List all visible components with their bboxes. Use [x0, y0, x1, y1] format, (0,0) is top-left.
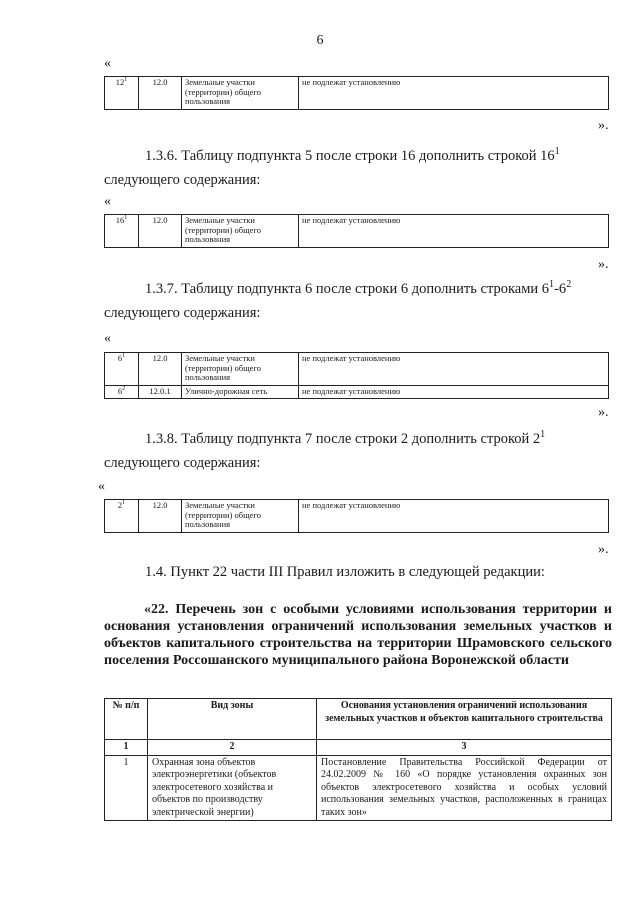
header-zone-type: Вид зоны — [148, 699, 317, 740]
item-1-4-text: 1.4. Пункт 22 части III Правил изложить в следующей редакции: — [145, 564, 545, 580]
row-value: не подлежат установлению — [299, 353, 609, 386]
item-1-3-7-text: 1.3.7. Таблицу подпункта 6 после строки 6 дополнить строками $6^1-6^2$ — [145, 279, 572, 297]
close-quote: ». — [598, 257, 609, 272]
row-value: не подлежат установлению — [299, 500, 609, 533]
table-row — [105, 353, 609, 386]
item-1-3-8-text: 1.3.8. Таблицу подпункта 7 после строки 2 дополнить строкой $2^1$ — [145, 429, 546, 447]
row-code: 12.0.1 — [139, 386, 182, 399]
row-number: $6^2$ — [105, 386, 139, 399]
amendment-table-4 — [104, 499, 609, 533]
item-1-3-8-continuation: следующего содержания: — [104, 455, 261, 471]
amendment-table-3 — [104, 352, 609, 399]
open-quote: « — [104, 56, 111, 71]
row-number: $12^1$ — [105, 77, 139, 110]
row-code: 12.0 — [139, 215, 182, 248]
row-code: 12.0 — [139, 500, 182, 533]
zones-table — [104, 698, 612, 821]
row-value: не подлежат установлению — [299, 77, 609, 110]
column-number-row — [105, 740, 612, 756]
column-number: 2 — [148, 740, 317, 756]
row-number: $2^1$ — [105, 500, 139, 533]
header-basis: Основания установления ограничений использования земельных участков и объектов капитального строительства — [317, 699, 612, 740]
header-number: № п/п — [105, 699, 148, 740]
open-quote: « — [104, 331, 111, 346]
table-row — [105, 77, 609, 110]
close-quote: ». — [598, 118, 609, 133]
page-number: 6 — [316, 33, 324, 48]
row-number: $16^1$ — [105, 215, 139, 248]
row-name: Земельные участки (территории) общего пользования — [182, 215, 299, 248]
item-1-3-6-text: 1.3.6. Таблицу подпункта 5 после строки 16 дополнить строкой $16^1$ — [145, 146, 560, 164]
row-value: не подлежат установлению — [299, 386, 609, 399]
table-row — [105, 755, 612, 821]
row-value: не подлежат установлению — [299, 215, 609, 248]
row-number: 1 — [105, 755, 148, 821]
header-row — [105, 699, 612, 740]
row-name: Земельные участки (территории) общего пользования — [182, 77, 299, 110]
row-name: Земельные участки (территории) общего пользования — [182, 353, 299, 386]
row-number: $6^1$ — [105, 353, 139, 386]
open-quote: « — [98, 479, 105, 494]
column-number: 1 — [105, 740, 148, 756]
item-1-3-7-continuation: следующего содержания: — [104, 305, 261, 321]
amendment-table-1 — [104, 76, 609, 110]
column-number: 3 — [317, 740, 612, 756]
close-quote: ». — [598, 542, 609, 557]
row-code: 12.0 — [139, 353, 182, 386]
open-quote: « — [104, 194, 111, 209]
row-name: Земельные участки (территории) общего пользования — [182, 500, 299, 533]
row-zone-type: Охранная зона объектов электроэнергетики (объектов электросетевого хозяйства и объектов по производству электрической энергии) — [148, 755, 317, 821]
table-row — [105, 386, 609, 399]
row-basis: Постановление Правительства Российской Федерации от 24.02.2009 № 160 «О порядке установления охранных зон объектов электросетевого хозяйства и особых условий использования земельных участков, расположенных в границах таких зон» — [317, 755, 612, 821]
row-code: 12.0 — [139, 77, 182, 110]
close-quote: ». — [598, 405, 609, 420]
amendment-table-2 — [104, 214, 609, 248]
table-row — [105, 215, 609, 248]
item-1-3-6-continuation: следующего содержания: — [104, 172, 261, 188]
table-row — [105, 500, 609, 533]
section-22-heading: «22. Перечень зон с особыми условиями использования территории и основания установления ограничений использования земельных участков и объектов капитального строительства на территории Шрамовского сельского поселения Россошанского муниципального района Воронежской области — [104, 602, 612, 668]
row-name: Улично-дорожная сеть — [182, 386, 299, 399]
